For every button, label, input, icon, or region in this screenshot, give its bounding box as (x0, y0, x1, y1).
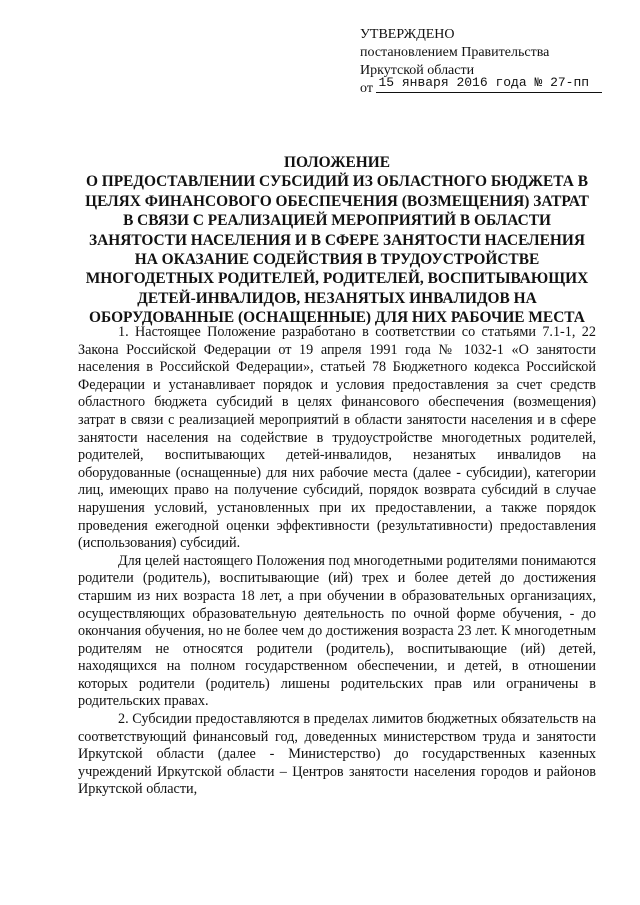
approval-stamp (360, 26, 610, 99)
title-line: О ПРЕДОСТАВЛЕНИИ СУБСИДИЙ ИЗ ОБЛАСТНОГО БЮДЖЕТА В (85, 173, 589, 191)
title-line: ЗАНЯТОСТИ НАСЕЛЕНИЯ И В СФЕРЕ ЗАНЯТОСТИ НАСЕЛЕНИЯ (89, 231, 585, 249)
paragraph-1: 1. Настоящее Положение разработано в соответствии со статьями 7.1-1, 22 Закона Российской Федерации от 19 апреля 1991 года № 1032-1 «О занятости населения в Российской Федерации», статьей 78 Бюджетного кодекса Российской Федерации и устанавливает порядок и условия предоставления за счет средств областного бюджета субсидий в целях финансового обеспечения (возмещения) затрат в связи с реализацией мероприятий в области занятости населения и в сфере занятости населения на содействие в трудоустройстве многодетных родителей, родителей, воспитывающих детей-инвалидов, незанятых инвалидов на оборудованные (оснащенные) для них рабочие места (далее - субсидии), категории лиц, имеющих право на получение субсидий, порядок возврата субсидий в случае нарушения условий, установленных при их предоставлении, а также порядок проведения ежегодной оценки эффективности (результативности) предоставления (использования) субсидий. (78, 324, 596, 552)
paragraph-3: 2. Субсидии предоставляются в пределах лимитов бюджетных обязательств на соответствующий финансовый год, доведенных министерством труда и занятости Иркутской области (далее - Министерство) до государственных казенных учреждений Иркутской области – Центров занятости населения городов и районов Иркутской области, (78, 711, 596, 798)
title-line: ЦЕЛЯХ ФИНАНСОВОГО ОБЕСПЕЧЕНИЯ (ВОЗМЕЩЕНИЯ) ЗАТРАТ (85, 192, 589, 210)
approval-dateline (360, 75, 610, 99)
document-title (78, 153, 596, 328)
paragraph-2: Для целей настоящего Положения под многодетными родителями понимаются родители (родитель), воспитывающие (ий) трех и более детей до достижения старшим из них возраста 18 лет, а при обучении в образовательных организациях, осуществляющих образовательную деятельность по очной форме обучения, - до окончания обучения, но не более чем до достижения возраста 23 лет. К многодетным родителям не относятся родители (родитель), воспитывающие (ий) детей, находящихся на полном государственном обеспечении, и детей, в отношении которых родители (родитель) лишены родительских прав или ограничены в родительских правах. (78, 552, 596, 710)
title-line: МНОГОДЕТНЫХ РОДИТЕЛЕЙ, РОДИТЕЛЕЙ, ВОСПИТЫВАЮЩИХ (85, 270, 589, 288)
title-line: В СВЯЗИ С РЕАЛИЗАЦИЕЙ МЕРОПРИЯТИЙ В ОБЛАСТИ (123, 212, 551, 230)
title-line: ОБОРУДОВАННЫЕ (ОСНАЩЕННЫЕ) ДЛЯ НИХ РАБОЧИЕ МЕСТА (89, 309, 585, 327)
document-body (78, 324, 596, 799)
approval-issuer: постановлением Правительства (360, 45, 550, 60)
title-line: НА ОКАЗАНИЕ СОДЕЙСТВИЯ В ТРУДОУСТРОЙСТВЕ (134, 251, 540, 269)
approval-region: Иркутской области (360, 63, 475, 78)
title-line: ПОЛОЖЕНИЕ (284, 154, 390, 171)
title-line: ДЕТЕЙ-ИНВАЛИДОВ, НЕЗАНЯТЫХ ИНВАЛИДОВ НА (137, 289, 537, 307)
approval-date-prefix: от (360, 81, 373, 96)
approval-heading: УТВЕРЖДЕНО (360, 27, 455, 42)
approval-date: 15 января 2016 года № 27-пп (376, 74, 602, 93)
